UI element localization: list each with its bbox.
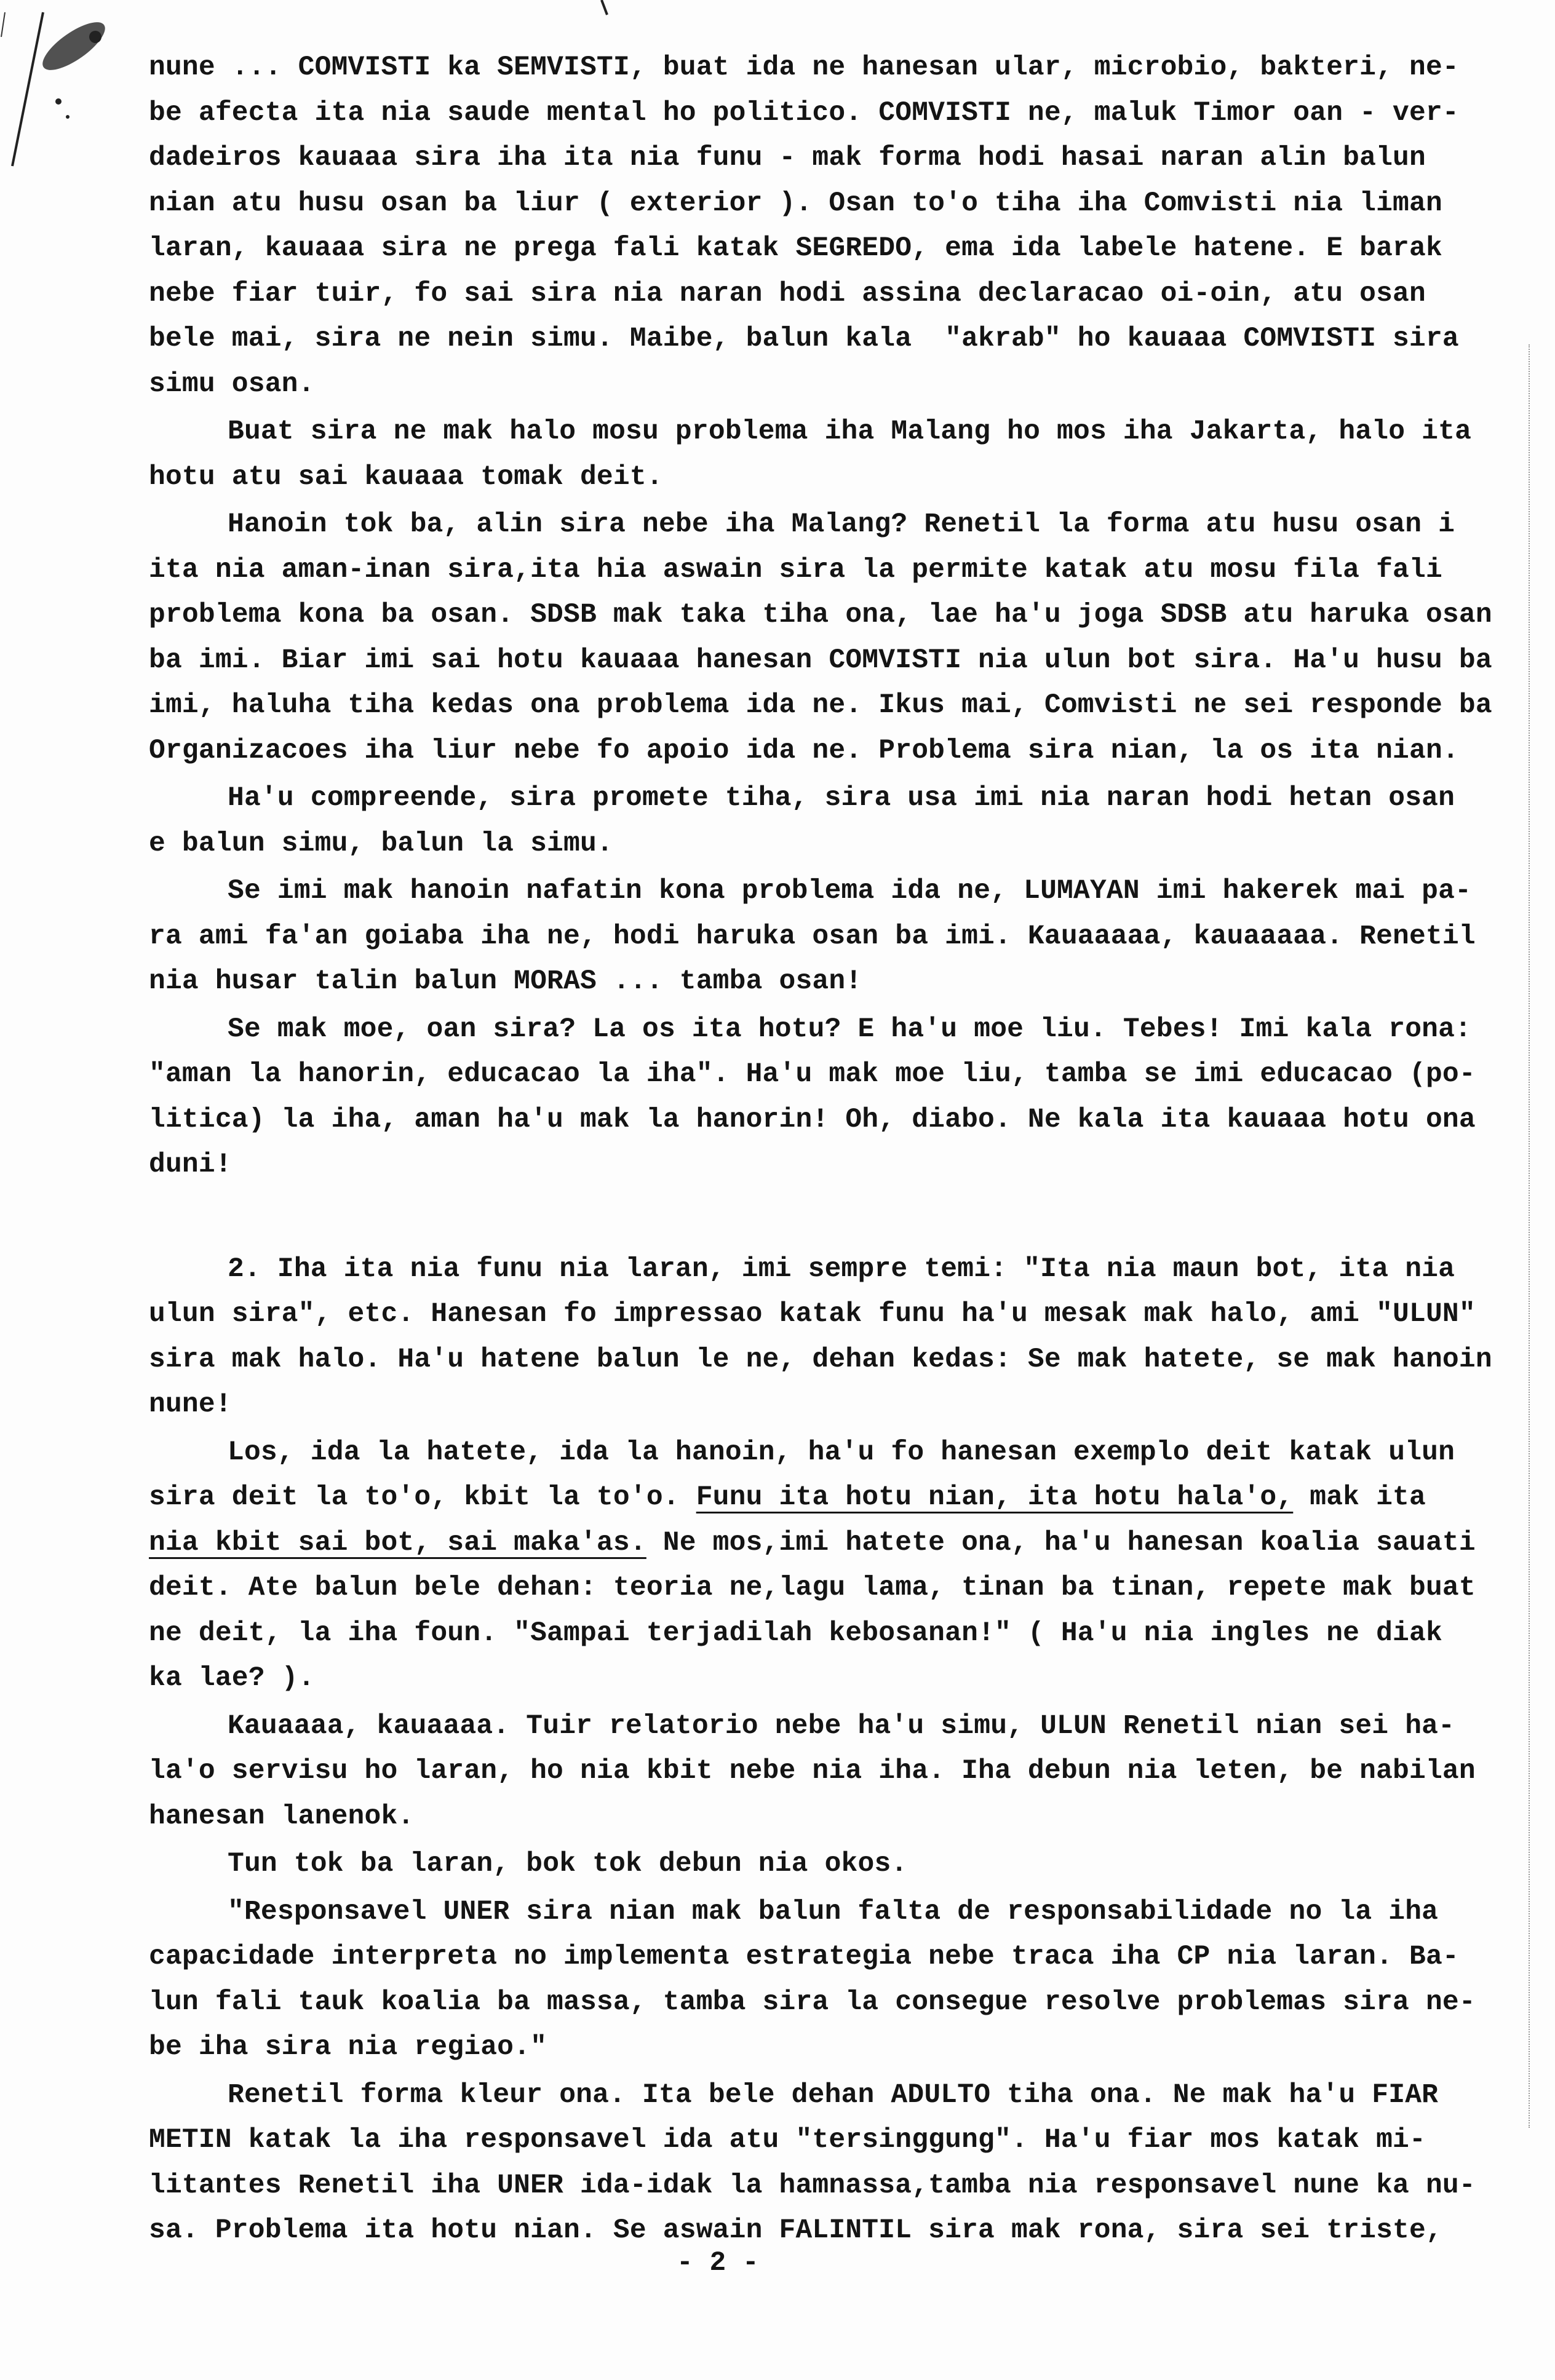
text-line: Hanoin tok ba, alin sira nebe iha Malang? Renetil la forma atu husu osan i: [228, 509, 1455, 540]
text-line: ita nia aman-inan sira,ita hia aswain sira la permite katak atu mosu fila fali: [149, 554, 1442, 585]
text-line: ulun sira", etc. Hanesan fo impressao katak funu ha'u mesak mak halo, ami "ULUN": [149, 1299, 1476, 1330]
text-line: nebe fiar tuir, fo sai sira nia naran hodi assina declaracao oi-oin, atu osan: [149, 278, 1426, 309]
text-line: nune!: [149, 1389, 232, 1420]
text-line: hanesan lanenok.: [149, 1801, 415, 1832]
paragraph: [149, 1430, 1527, 1702]
document-body: [149, 43, 1527, 2254]
text-line: duni!: [149, 1149, 232, 1180]
text-line: bele mai, sira ne nein simu. Maibe, balun kala "akrab" ho kauaaa COMVISTI sira: [149, 323, 1459, 354]
text-line: Kauaaaa, kauaaaa. Tuir relatorio nebe ha'u simu, ULUN Renetil nian sei ha-: [228, 1710, 1455, 1742]
text-line: Se imi mak hanoin nafatin kona problema ida ne, LUMAYAN imi hakerek mai pa-: [228, 876, 1472, 906]
paragraph: [149, 46, 1527, 407]
text-line: hotu atu sai kauaaa tomak deit.: [149, 461, 663, 493]
text-line: sa. Problema ita hotu nian. Se aswain FALINTIL sira mak rona, sira sei triste,: [149, 2215, 1442, 2246]
text-line: Renetil forma kleur ona. Ita bele dehan ADULTO tiha ona. Ne mak ha'u FIAR: [228, 2079, 1439, 2111]
text-line: 2. Iha ita nia funu nia laran, imi sempre temi: "Ita nia maun bot, ita nia: [228, 1253, 1455, 1285]
text-line: be afecta ita nia saude mental ho politico. COMVISTI ne, maluk Timor oan - ver-: [149, 97, 1459, 129]
text-line: Se mak moe, oan sira? La os ita hotu? E ha'u moe liu. Tebes! Imi kala rona:: [228, 1013, 1472, 1045]
text-line: litica) la iha, aman ha'u mak la hanorin! Oh, diabo. Ne kala ita kauaaa hotu ona: [149, 1104, 1476, 1135]
ink-smudge-mark: [0, 0, 160, 172]
text-line: Buat sira ne mak halo mosu problema iha Malang ho mos iha Jakarta, halo ita: [228, 416, 1472, 447]
margin-dotted-line: [1529, 344, 1530, 2128]
text-line: ne deit, la iha foun. "Sampai terjadilah kebosanan!" ( Ha'u nia ingles ne diak: [149, 1617, 1442, 1649]
text-line: e balun simu, balun la simu.: [149, 828, 613, 859]
text-line: Tun tok ba laran, bok tok debun nia okos.: [228, 1849, 908, 1879]
text-line: METIN katak la iha responsavel ida atu "tersinggung". Ha'u fiar mos katak mi-: [149, 2125, 1426, 2156]
paragraph: [149, 410, 1527, 500]
text-line: deit. Ate balun bele dehan: teoria ne,lagu lama, tinan ba tinan, repete mak buat: [149, 1573, 1476, 1603]
paragraph: [149, 1007, 1527, 1188]
text-line: nune ... COMVISTI ka SEMVISTI, buat ida ne hanesan ular, microbio, bakteri, ne-: [149, 52, 1459, 83]
text-line: litantes Renetil iha UNER ida-idak la hamnassa,tamba nia responsavel nune ka nu-: [149, 2170, 1476, 2201]
text-line: lun fali tauk koalia ba massa, tamba sira la consegue resolve problemas sira ne-: [149, 1986, 1476, 2018]
text-line: Ha'u compreende, sira promete tiha, sira usa imi nia naran hodi hetan osan: [228, 783, 1455, 814]
text-line: laran, kauaaa sira ne prega fali katak SEGREDO, ema ida labele hatene. E barak: [149, 233, 1442, 264]
text-line: nia husar talin balun MORAS ... tamba osan!: [149, 966, 862, 997]
text-line: problema kona ba osan. SDSB mak taka tiha ona, lae ha'u joga SDSB atu haruka osan: [149, 600, 1492, 630]
text-line: "Responsavel UNER sira nian mak balun falta de responsabilidade no la iha: [228, 1896, 1439, 1927]
text-segment: sira deit la to'o, kbit la to'o.: [149, 1482, 696, 1513]
underlined-text: nia kbit sai bot, sai maka'as.: [149, 1527, 646, 1558]
text-line: capacidade interpreta no implementa estrategia nebe traca iha CP nia laran. Ba-: [149, 1942, 1459, 1972]
text-line: ba imi. Biar imi sai hotu kauaaa hanesan COMVISTI nia ulun bot sira. Ha'u husu ba: [149, 645, 1492, 676]
text-line: Organizacoes iha liur nebe fo apoio ida ne. Problema sira nian, la os ita nian.: [149, 735, 1459, 766]
text-segment: mak ita: [1293, 1482, 1426, 1513]
text-line: Los, ida la hatete, ida la hanoin, ha'u fo hanesan exemplo deit katak ulun: [228, 1437, 1455, 1468]
text-line: [149, 1521, 1527, 1566]
text-line: "aman la hanorin, educacao la iha". Ha'u mak moe liu, tamba se imi educacao (po-: [149, 1059, 1476, 1090]
text-segment: Ne mos,imi hatete ona, ha'u hanesan koalia sauati: [646, 1527, 1476, 1558]
paragraph: [149, 776, 1527, 867]
text-line: ka lae? ).: [149, 1663, 315, 1694]
paragraph: [149, 502, 1527, 774]
paragraph: [149, 1247, 1527, 1428]
text-line: ra ami fa'an goiaba iha ne, hodi haruka osan ba imi. Kauaaaaa, kauaaaaa. Renetil: [149, 921, 1476, 952]
text-line: simu osan.: [149, 368, 315, 400]
text-line: [149, 1475, 1527, 1521]
page-number: - 2 -: [677, 2248, 759, 2279]
pen-tick-mark: [600, 0, 612, 18]
paragraph: [149, 1704, 1527, 1840]
paragraph: [149, 1890, 1527, 2071]
underlined-text: Funu ita hotu nian, ita hotu hala'o,: [696, 1482, 1294, 1513]
paragraph: [149, 1842, 1527, 1887]
text-line: sira mak halo. Ha'u hatene balun le ne, dehan kedas: Se mak hatete, se mak hanoin: [149, 1344, 1492, 1375]
text-line: be iha sira nia regiao.": [149, 2032, 547, 2063]
text-line: dadeiros kauaaa sira iha ita nia funu - mak forma hodi hasai naran alin balun: [149, 143, 1426, 173]
text-line: nian atu husu osan ba liur ( exterior ). Osan to'o tiha iha Comvisti nia liman: [149, 188, 1442, 219]
paragraph: [149, 869, 1527, 1005]
paragraph: [149, 2073, 1527, 2254]
text-line: la'o servisu ho laran, ho nia kbit nebe nia iha. Iha debun nia leten, be nabilan: [149, 1756, 1476, 1787]
text-line: imi, haluha tiha kedas ona problema ida ne. Ikus mai, Comvisti ne sei responde ba: [149, 690, 1492, 721]
